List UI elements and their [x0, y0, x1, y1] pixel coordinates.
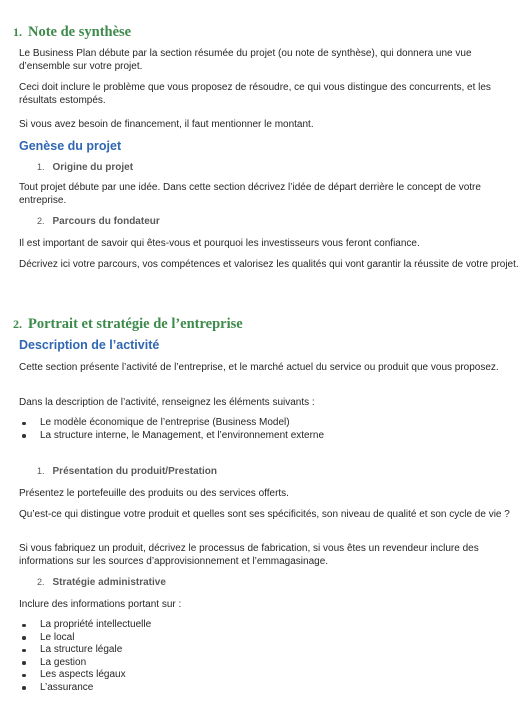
- list-item: La gestion: [19, 657, 521, 670]
- section-1-number: 1.: [13, 25, 22, 39]
- subsection-genese-heading: Genèse du projet: [19, 139, 122, 153]
- list-item: Le local: [19, 632, 521, 645]
- item-presentation-number: 1.: [37, 466, 45, 476]
- activity-elements-list: [19, 417, 521, 442]
- item-origine-number: 1.: [37, 162, 45, 172]
- list-item: L’assurance: [19, 682, 521, 695]
- section-1-title: Note de synthèse: [28, 24, 132, 40]
- item-parcours-title: Parcours du fondateur: [52, 216, 160, 227]
- section-1-paragraph-4: Tout projet débute par une idée. Dans cette section décrivez l’idée de départ derrière le concept de votre entreprise.: [19, 182, 481, 206]
- subsection-description-heading: Description de l’activité: [19, 338, 160, 352]
- section-2-paragraph-1: Cette section présente l’activité de l’entreprise, et le marché actuel du service ou produit que vous proposez.: [19, 362, 499, 373]
- section-1-paragraph-3: Si vous avez besoin de financement, il faut mentionner le montant.: [19, 119, 314, 130]
- section-2-title: Portrait et stratégie de l’entreprise: [28, 316, 243, 332]
- list-item: Le modèle économique de l’entreprise (Business Model): [19, 417, 521, 430]
- section-2-heading: [13, 315, 521, 333]
- section-1-heading: [13, 23, 521, 41]
- item-origine-heading: [37, 161, 521, 174]
- admin-info-list: [19, 619, 521, 694]
- item-presentation-heading: [37, 465, 521, 478]
- section-1-paragraph-5: Il est important de savoir qui êtes-vous et pourquoi les investisseurs vous feront confiance.: [19, 238, 420, 249]
- item-origine-title: Origine du projet: [52, 162, 134, 173]
- item-strategie-number: 2.: [37, 577, 45, 587]
- section-2-number: 2.: [13, 317, 22, 331]
- list-item: La propriété intellectuelle: [19, 619, 521, 632]
- section-2-paragraph-3: Présentez le portefeuille des produits ou des services offerts.: [19, 488, 289, 499]
- section-1-paragraph-2: Ceci doit inclure le problème que vous proposez de résoudre, ce qui vous distingue des concurrents, et les résultats estompés.: [19, 82, 491, 106]
- list-item: La structure interne, le Management, et l’environnement externe: [19, 430, 521, 443]
- section-2-paragraph-5: Si vous fabriquez un produit, décrivez le processus de fabrication, si vous êtes un revendeur inclure des informations sur les sources d’approvisionnement et l’emmagasinage.: [19, 543, 479, 567]
- item-presentation-title: Présentation du produit/Prestation: [52, 466, 217, 477]
- item-strategie-heading: [37, 576, 521, 589]
- item-strategie-title: Stratégie administrative: [52, 577, 166, 588]
- section-2-paragraph-4: Qu’est-ce qui distingue votre produit et quelles sont ses spécificités, son niveau de qualité et son cycle de vie ?: [19, 509, 510, 520]
- list-item: Les aspects légaux: [19, 669, 521, 682]
- item-parcours-number: 2.: [37, 216, 45, 226]
- item-parcours-heading: [37, 215, 521, 228]
- section-1-paragraph-6: Décrivez ici votre parcours, vos compétences et valorisez les qualités qui vont garantir la réussite de votre projet.: [19, 259, 519, 270]
- list-item: La structure légale: [19, 644, 521, 657]
- section-2-paragraph-2: Dans la description de l’activité, renseignez les éléments suivants :: [19, 397, 315, 408]
- section-1-paragraph-1: Le Business Plan débute par la section résumée du projet (ou note de synthèse), qui donnera une vue d’ensemble sur votre projet.: [19, 48, 472, 72]
- section-2-paragraph-6: Inclure des informations portant sur :: [19, 599, 182, 610]
